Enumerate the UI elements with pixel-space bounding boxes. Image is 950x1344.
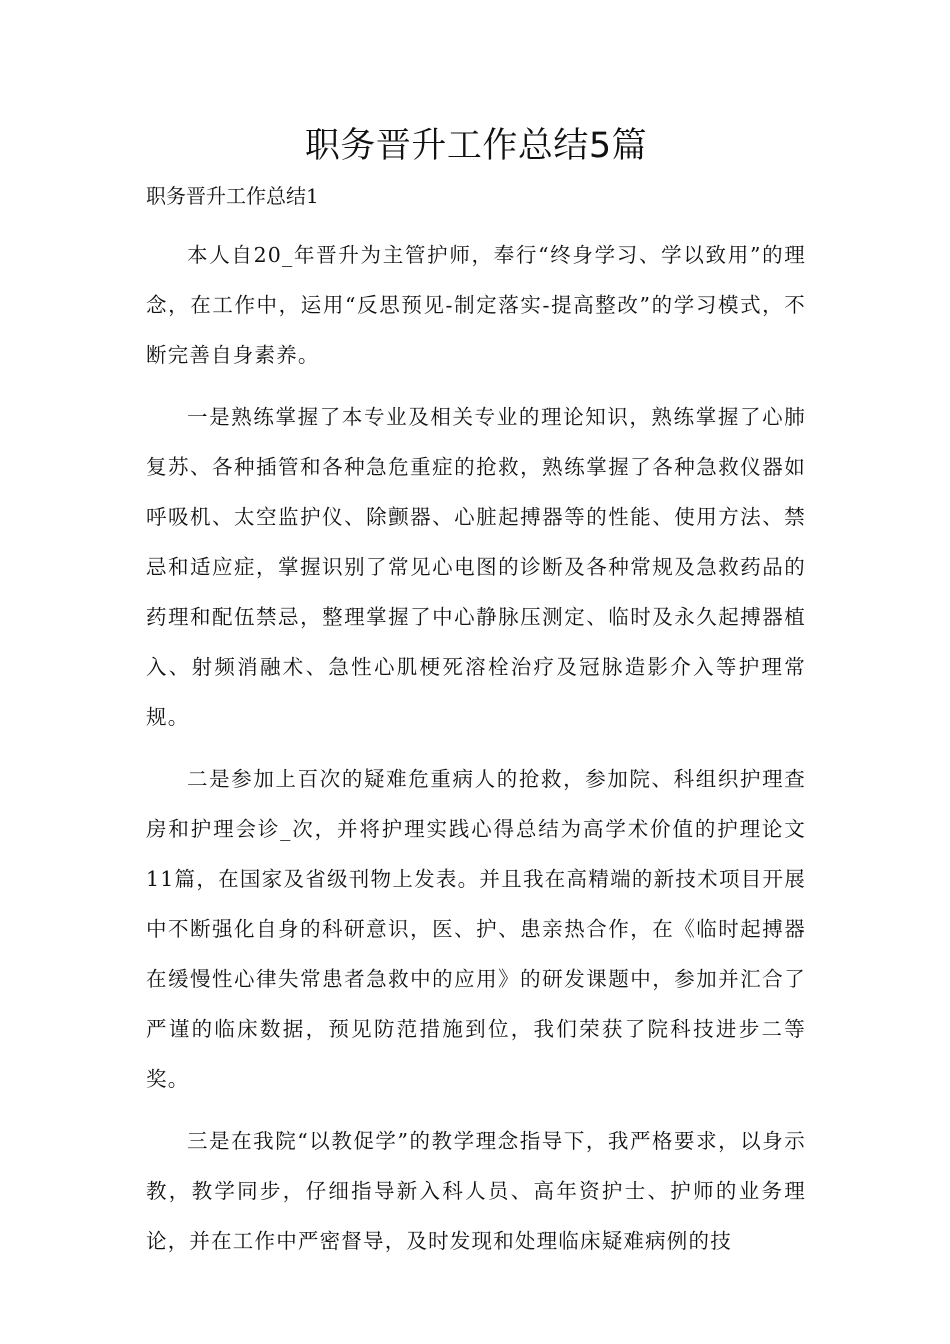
document-page: [146, 118, 806, 1278]
paragraph-two: 二是参加上百次的疑难危重病人的抢救，参加院、科组织护理查房和护理会诊_次，并将护理实践心得总结为高学术价值的护理论文11篇，在国家及省级刊物上发表。并且我在高精端的新技术项目开展中不断强化自身的科研意识，医、护、患亲热合作，在《临时起搏器在缓慢性心律失常患者急救中的应用》的研发课题中，参加并汇合了严谨的临床数据，预见防范措施到位，我们荣获了院科技进步二等奖。: [146, 767, 806, 1091]
section-heading: 职务晋升工作总结1: [146, 184, 319, 208]
paragraph-three: 三是在我院“以教促学”的教学理念指导下，我严格要求，以身示教，教学同步，仔细指导新入科人员、高年资护士、护师的业务理论，并在工作中严密督导，及时发现和处理临床疑难病例的技: [146, 1129, 806, 1253]
paragraph-one: 一是熟练掌握了本专业及相关专业的理论知识，熟练掌握了心肺复苏、各种插管和各种急危重症的抢救，熟练掌握了各种急救仪器如呼吸机、太空监护仪、除颤器、心脏起搏器等的性能、使用方法、禁忌和适应症，掌握识别了常见心电图的诊断及各种常规及急救药品的药理和配伍禁忌，整理掌握了中心静脉压测定、临时及永久起搏器植入、射频消融术、急性心肌梗死溶栓治疗及冠脉造影介入等护理常规。: [146, 405, 806, 729]
document-title: 职务晋升工作总结5篇: [304, 126, 648, 166]
paragraph-intro: 本人自20_年晋升为主管护师，奉行“终身学习、学以致用”的理念，在工作中，运用“反思预见-制定落实-提高整改”的学习模式，不断完善自身素养。: [146, 243, 806, 367]
